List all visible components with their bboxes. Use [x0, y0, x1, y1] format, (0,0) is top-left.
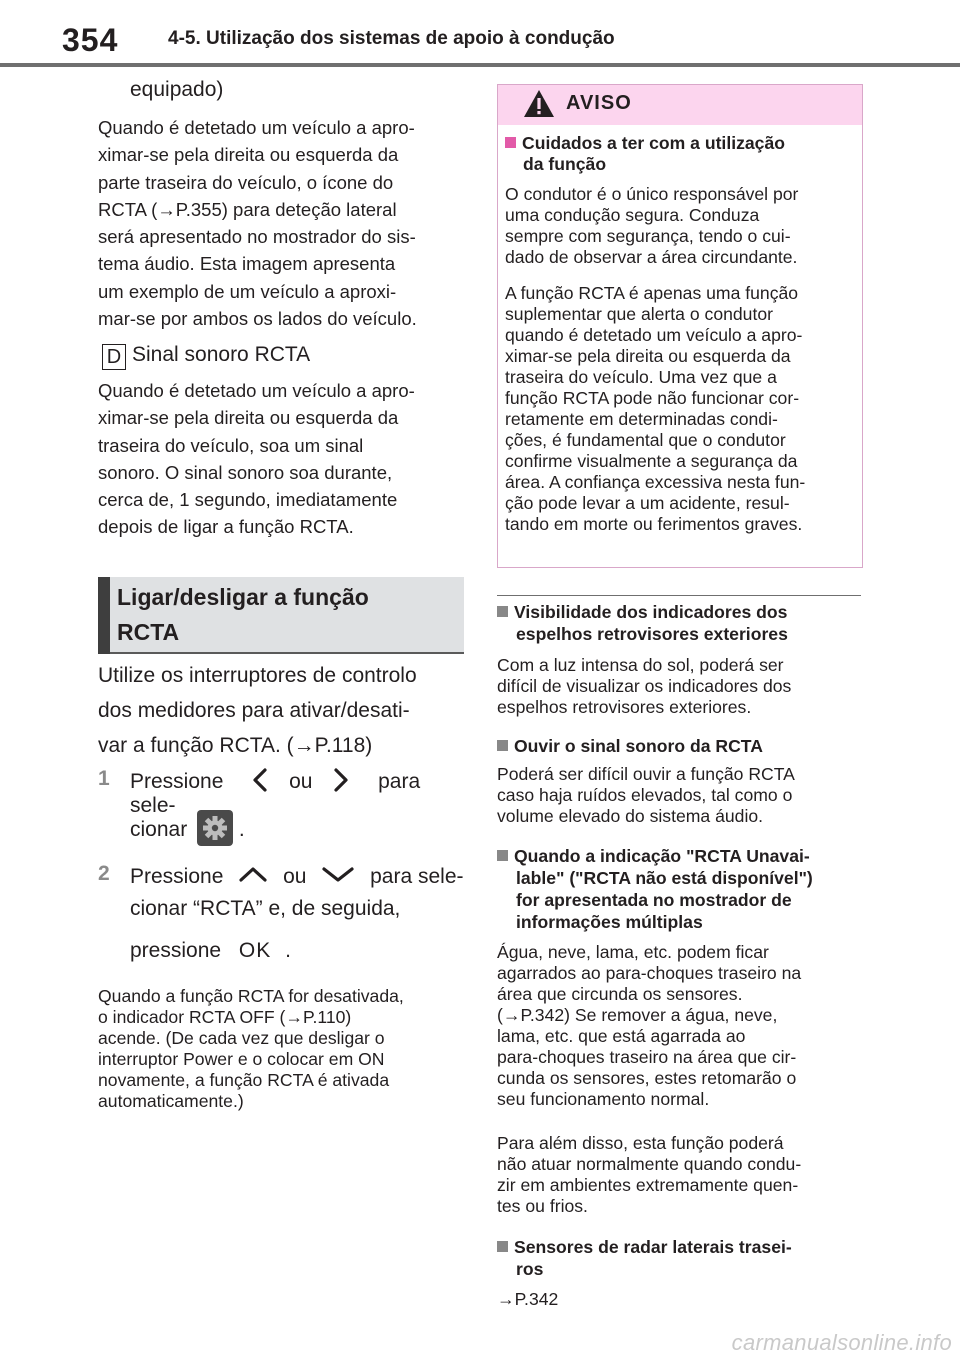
subheading-radar-sensors — [497, 1236, 857, 1280]
text-line: Quando a função RCTA for desativada, — [98, 986, 404, 1006]
text-line: cunda os sensores, estes retomarão o — [497, 1068, 797, 1088]
warning-subheading-line: da função — [523, 154, 607, 174]
header-rule — [0, 63, 960, 67]
text-line: Quando é detetado um veículo a apro- — [98, 117, 415, 138]
section-heading-bar — [98, 577, 110, 654]
subheading-line — [497, 845, 861, 867]
text-line: acende. (De cada vez que desligar o — [98, 1028, 385, 1048]
text-line: A função RCTA é apenas uma função — [505, 283, 799, 303]
step-text: . — [238, 818, 245, 841]
step-text: ou — [283, 865, 307, 888]
warning-subheading-line: Cuidados a ter com a utilização — [522, 133, 785, 153]
chevron-down-icon — [318, 862, 358, 886]
subheading-line: lable" ("RCTA não está disponível") — [516, 868, 813, 888]
step-2-line — [130, 862, 464, 889]
step-text: Pressione — [130, 770, 224, 793]
text-line: não atuar normalmente quando condu- — [497, 1154, 802, 1174]
step-1-line — [130, 810, 245, 846]
page-reference: →P.342 — [497, 1289, 559, 1309]
item-label-d: D — [102, 344, 126, 370]
text-line: sonoro. O sinal sonoro soa durante, — [98, 461, 393, 483]
text-line: caso haja ruídos elevados, tal como o — [497, 785, 793, 805]
text-line: O condutor é o único responsável por — [505, 184, 799, 204]
section-heading — [117, 580, 457, 650]
step-text: . — [285, 939, 291, 962]
text-line: ximar-se pela direita ou esquerda da — [505, 346, 791, 366]
text-line: Poderá ser difícil ouvir a função RCTA — [497, 764, 795, 784]
continued-text: equipado) — [130, 78, 224, 101]
text-line: uma condução segura. Conduza — [505, 205, 760, 225]
subheading-line: ros — [516, 1259, 544, 1279]
subheading-line: for apresentada no mostrador de — [516, 890, 792, 910]
step-text: Pressione — [130, 865, 224, 888]
section-heading-line: RCTA — [117, 619, 180, 645]
text-line: depois de ligar a função RCTA. — [98, 516, 354, 538]
text-line: tando em morte ou ferimentos graves. — [505, 514, 803, 534]
text-line: cerca de, 1 segundo, imediatamente — [98, 489, 398, 511]
text-line: será apresentado no mostrador do sis- — [98, 226, 416, 248]
item-title: Sinal sonoro RCTA — [132, 343, 311, 366]
subheading-text: Sensores de radar laterais trasei- — [514, 1237, 792, 1257]
text-line: novamente, a função RCTA é ativada — [98, 1070, 390, 1090]
bullet-square-icon — [497, 606, 508, 617]
text-line: para-choques traseiro na área que cir- — [497, 1047, 797, 1067]
step-2-line — [130, 939, 291, 963]
step-number: 2 — [98, 862, 110, 885]
watermark: carmanualsonline.info — [731, 1330, 952, 1355]
text-line: tema áudio. Esta imagem apresenta — [98, 253, 396, 275]
text-line: Água, neve, lama, etc. podem ficar — [497, 942, 769, 962]
bullet-square-icon — [497, 740, 508, 751]
section-rule — [497, 595, 861, 596]
text-line: volume elevado do sistema áudio. — [497, 806, 764, 826]
page-number: 354 — [62, 22, 119, 58]
text-line: ximar-se pela direita ou esquerda da — [98, 144, 399, 166]
text-line: confirme visualmente a segurança da — [505, 451, 798, 471]
text-line: função RCTA pode não funcionar cor- — [505, 388, 800, 408]
step-text: para sele- — [130, 770, 421, 817]
text-line: ções, é fundamental que o condutor — [505, 430, 786, 450]
bullet-square-icon — [497, 850, 508, 861]
warning-paragraph — [505, 283, 855, 535]
text-line: ção pode levar a um acidente, resul- — [505, 493, 790, 513]
text-line: área. A confiança excessiva nesta fun- — [505, 472, 806, 492]
warning-paragraph — [505, 184, 855, 268]
text-line: espelhos retrovisores exteriores. — [497, 697, 752, 717]
paragraph — [497, 655, 857, 718]
note-paragraph — [98, 986, 468, 1112]
text-line: interruptor Power e o colocar em ON — [98, 1049, 385, 1069]
text-line: dado de observar a área circundante. — [505, 247, 798, 267]
step-text: ou — [289, 770, 313, 793]
paragraph-buzzer — [98, 377, 468, 541]
text-line: zir em ambientes extremamente quen- — [497, 1175, 799, 1195]
bullet-square-icon — [505, 137, 516, 148]
text-line: tes ou frios. — [497, 1196, 588, 1216]
warning-triangle-icon — [522, 88, 556, 120]
step-text: cionar — [130, 818, 188, 841]
bullet-square-icon — [497, 1241, 508, 1252]
intro-paragraph — [98, 658, 468, 763]
text-line: área que circunda os sensores. — [497, 984, 743, 1004]
subheading-visibility — [497, 601, 857, 645]
subheading-text: Ouvir o sinal sonoro da RCTA — [514, 736, 763, 756]
paragraph — [497, 942, 857, 1110]
text-line: um exemplo de um veículo a aproxi- — [98, 280, 397, 302]
text-line: quando é detetado um veículo a apro- — [505, 325, 803, 345]
paragraph — [497, 764, 857, 827]
chevron-up-icon — [235, 862, 271, 886]
warning-title: AVISO — [566, 92, 632, 114]
text-line: Para além disso, esta função poderá — [497, 1133, 784, 1153]
subheading-text: Visibilidade dos indicadores dos — [514, 602, 788, 622]
chevron-right-icon — [324, 767, 358, 793]
text-line: difícil de visualizar os indicadores dos — [497, 676, 792, 696]
text-line: lama, etc. que está agarrada ao — [497, 1026, 746, 1046]
text-line: retamente em determinadas condi- — [505, 409, 778, 429]
text-line: dos medidores para ativar/desati- — [98, 699, 410, 722]
warning-subheading — [505, 132, 845, 154]
text-line: Utilize os interruptores de controlo — [98, 664, 417, 687]
text-line: parte traseira do veículo, o ícone do — [98, 171, 394, 193]
text-line: (→P.342) Se remover a água, neve, — [497, 1005, 778, 1025]
section-title: 4-5. Utilização dos sistemas de apoio à condução — [168, 28, 615, 49]
text-line: RCTA (→P.355) para deteção lateral — [98, 198, 397, 220]
gear-icon — [197, 810, 233, 846]
text-line: Com a luz intensa do sol, poderá ser — [497, 655, 784, 675]
text-line: agarrados ao para-choques traseiro na — [497, 963, 802, 983]
step-text: pressione — [130, 939, 222, 962]
text-line: suplementar que alerta o condutor — [505, 304, 773, 324]
text-line: mar-se por ambos os lados do veículo. — [98, 308, 417, 330]
paragraph-rcta-icon — [98, 114, 468, 332]
subheading-unavailable — [497, 845, 861, 933]
step-number: 1 — [98, 767, 110, 790]
text-line: sempre com segurança, tendo o cui- — [505, 226, 791, 246]
subheading-line: informações múltiplas — [516, 912, 703, 932]
step-2-line: cionar “RCTA” e, de seguida, — [130, 897, 401, 920]
text-line: automaticamente.) — [98, 1091, 244, 1111]
text-line: Quando é detetado um veículo a apro- — [98, 380, 415, 401]
subheading-text: Quando a indicação "RCTA Unavai- — [514, 846, 810, 866]
chevron-left-icon — [243, 767, 277, 793]
text-line: traseira do veículo. Uma vez que a — [505, 367, 777, 387]
ok-button-label: OK — [238, 939, 272, 962]
text-line: seu funcionamento normal. — [497, 1089, 710, 1109]
subheading-line — [497, 1236, 857, 1258]
text-line: o indicador RCTA OFF (→P.110) — [98, 1007, 352, 1027]
text-line: ximar-se pela direita ou esquerda da — [98, 407, 399, 429]
section-heading-line: Ligar/desligar a função — [117, 584, 369, 610]
subheading-buzzer — [497, 735, 857, 757]
text-line: traseira do veículo, soa um sinal — [98, 434, 364, 456]
subheading-line — [497, 601, 857, 623]
paragraph — [497, 1133, 857, 1217]
text-line: var a função RCTA. (→P.118) — [98, 734, 373, 757]
step-text: para sele- — [370, 865, 464, 888]
subheading-line: espelhos retrovisores exteriores — [516, 624, 788, 644]
